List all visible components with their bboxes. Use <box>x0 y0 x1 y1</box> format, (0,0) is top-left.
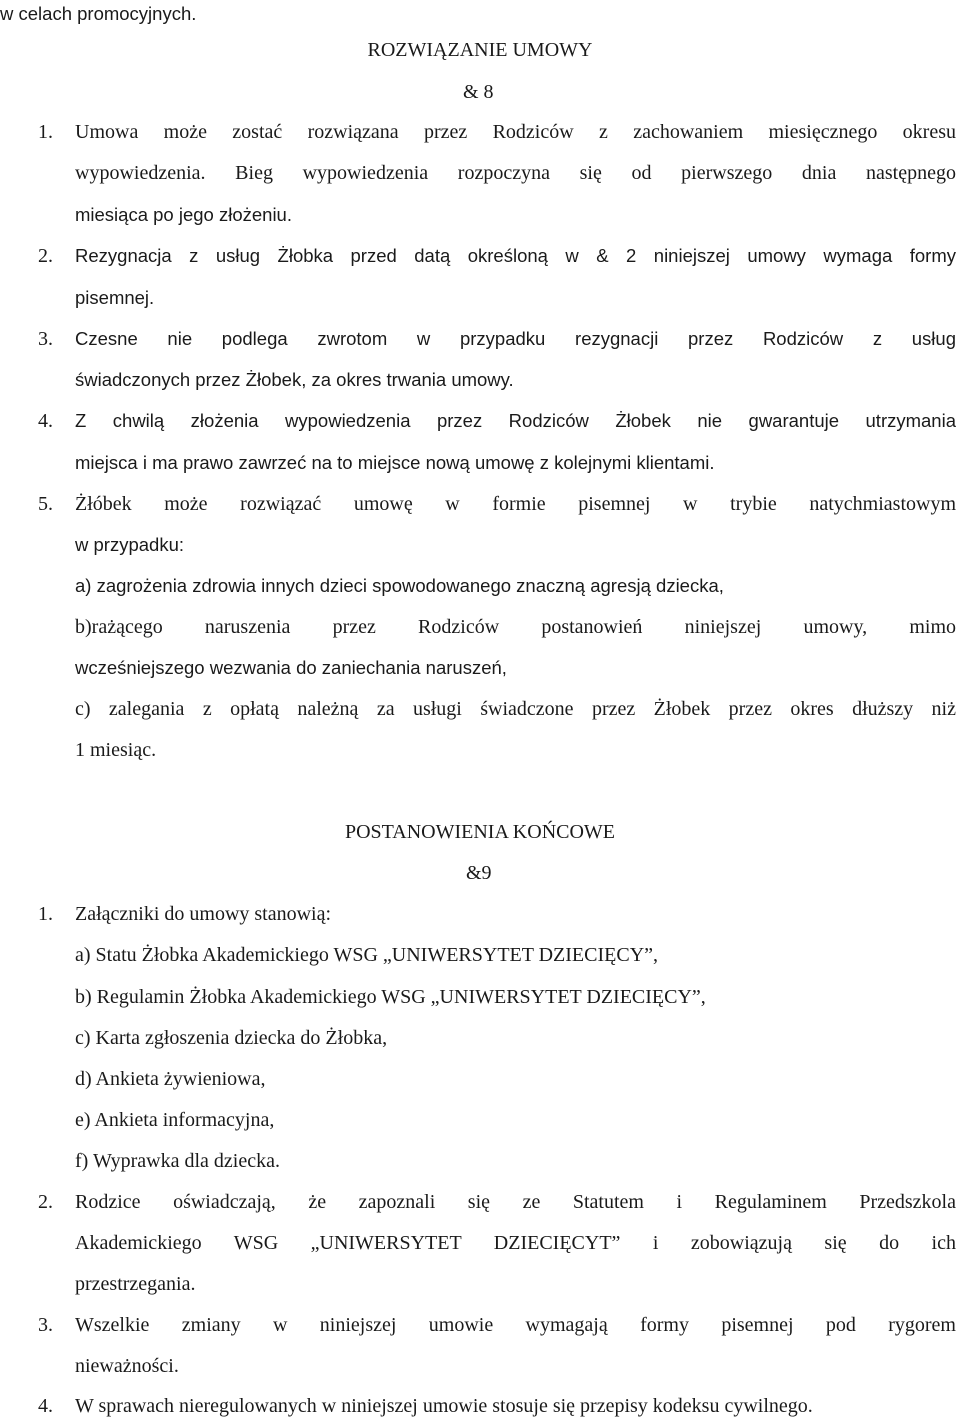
item-text-line: wypowiedzenia. Bieg wypowiedzenia rozpoczyna się od pierwszego dnia następnego <box>75 162 956 184</box>
item-text-line: nieważności. <box>75 1355 179 1377</box>
top-fragment-text: w celach promocyjnych. <box>0 3 197 24</box>
item-text-line: b)rażącego naruszenia przez Rodziców postanowień niniejszej umowy, mimo <box>75 616 956 638</box>
item-text-line: Rodzice oświadczają, że zapoznali się ze Statutem i Regulaminem Przedszkola <box>75 1191 956 1213</box>
item-text-line: w przypadku: <box>75 534 184 555</box>
item-text-line: Załączniki do umowy stanowią: <box>75 903 332 925</box>
paragraph-8-label: & 8 <box>463 81 494 103</box>
item-text-line: miejsca i ma prawo zawrzeć na to miejsce nową umowę z kolejnymi klientami. <box>75 452 715 473</box>
item-text-line: Umowa może zostać rozwiązana przez Rodziców z zachowaniem miesięcznego okresu <box>75 121 956 143</box>
item-text-line: miesiąca po jego złożeniu. <box>75 204 292 225</box>
item-text-line: wcześniejszego wezwania do zaniechania naruszeń, <box>75 657 507 678</box>
item-text-line: przestrzegania. <box>75 1273 196 1295</box>
item-number: 2. <box>38 1191 53 1213</box>
item-number: 4. <box>38 1395 53 1417</box>
item-text-line: Czesne nie podlega zwrotom w przypadku rezygnacji przez Rodziców z usług <box>75 328 956 349</box>
attachment-item: d) Ankieta żywieniowa, <box>75 1068 266 1090</box>
item-text-line: W sprawach nieregulowanych w niniejszej umowie stosuje się przepisy kodeksu cywilnego. <box>75 1395 813 1417</box>
item-text-line: Żłóbek może rozwiązać umowę w formie pisemnej w trybie natychmiastowym <box>75 493 956 515</box>
attachment-item: b) Regulamin Żłobka Akademickiego WSG „UNIWERSYTET DZIECIĘCY”, <box>75 986 706 1008</box>
item-text-line: świadczonych przez Żłobek, za okres trwania umowy. <box>75 369 514 390</box>
item-text-line: Rezygnacja z usług Żłobka przed datą określoną w & 2 niniejszej umowy wymaga formy <box>75 245 956 266</box>
item-number: 3. <box>38 328 53 350</box>
item-text-line: Z chwilą złożenia wypowiedzenia przez Rodziców Żłobek nie gwarantuje utrzymania <box>75 410 956 431</box>
item-text-line: a) zagrożenia zdrowia innych dzieci spowodowanego znaczną agresją dziecka, <box>75 575 724 596</box>
section-title-termination: ROZWIĄZANIE UMOWY <box>367 39 593 61</box>
item-number: 1. <box>38 121 53 143</box>
item-number: 1. <box>38 903 53 925</box>
item-text-line: Akademickiego WSG „UNIWERSYTET DZIECIĘCYT” i zobowiązują się do ich <box>75 1232 956 1254</box>
item-number: 2. <box>38 245 53 267</box>
item-text-line: Wszelkie zmiany w niniejszej umowie wymagają formy pisemnej pod rygorem <box>75 1314 956 1336</box>
attachment-item: e) Ankieta informacyjna, <box>75 1109 275 1131</box>
item-number: 5. <box>38 493 53 515</box>
item-text-line: c) zalegania z opłatą należną za usługi świadczone przez Żłobek przez okres dłuższy niż <box>75 698 956 720</box>
attachment-item: c) Karta zgłoszenia dziecka do Żłobka, <box>75 1027 388 1049</box>
paragraph-9-label: &9 <box>466 862 492 884</box>
item-number: 3. <box>38 1314 53 1336</box>
section-title-final-provisions: POSTANOWIENIA KOŃCOWE <box>344 821 616 843</box>
item-number: 4. <box>38 410 53 432</box>
attachment-item: f) Wyprawka dla dziecka. <box>75 1150 280 1172</box>
attachment-item: a) Statu Żłobka Akademickiego WSG „UNIWERSYTET DZIECIĘCY”, <box>75 944 659 966</box>
item-text-line: pisemnej. <box>75 287 155 308</box>
item-text-line: 1 miesiąc. <box>75 739 157 761</box>
